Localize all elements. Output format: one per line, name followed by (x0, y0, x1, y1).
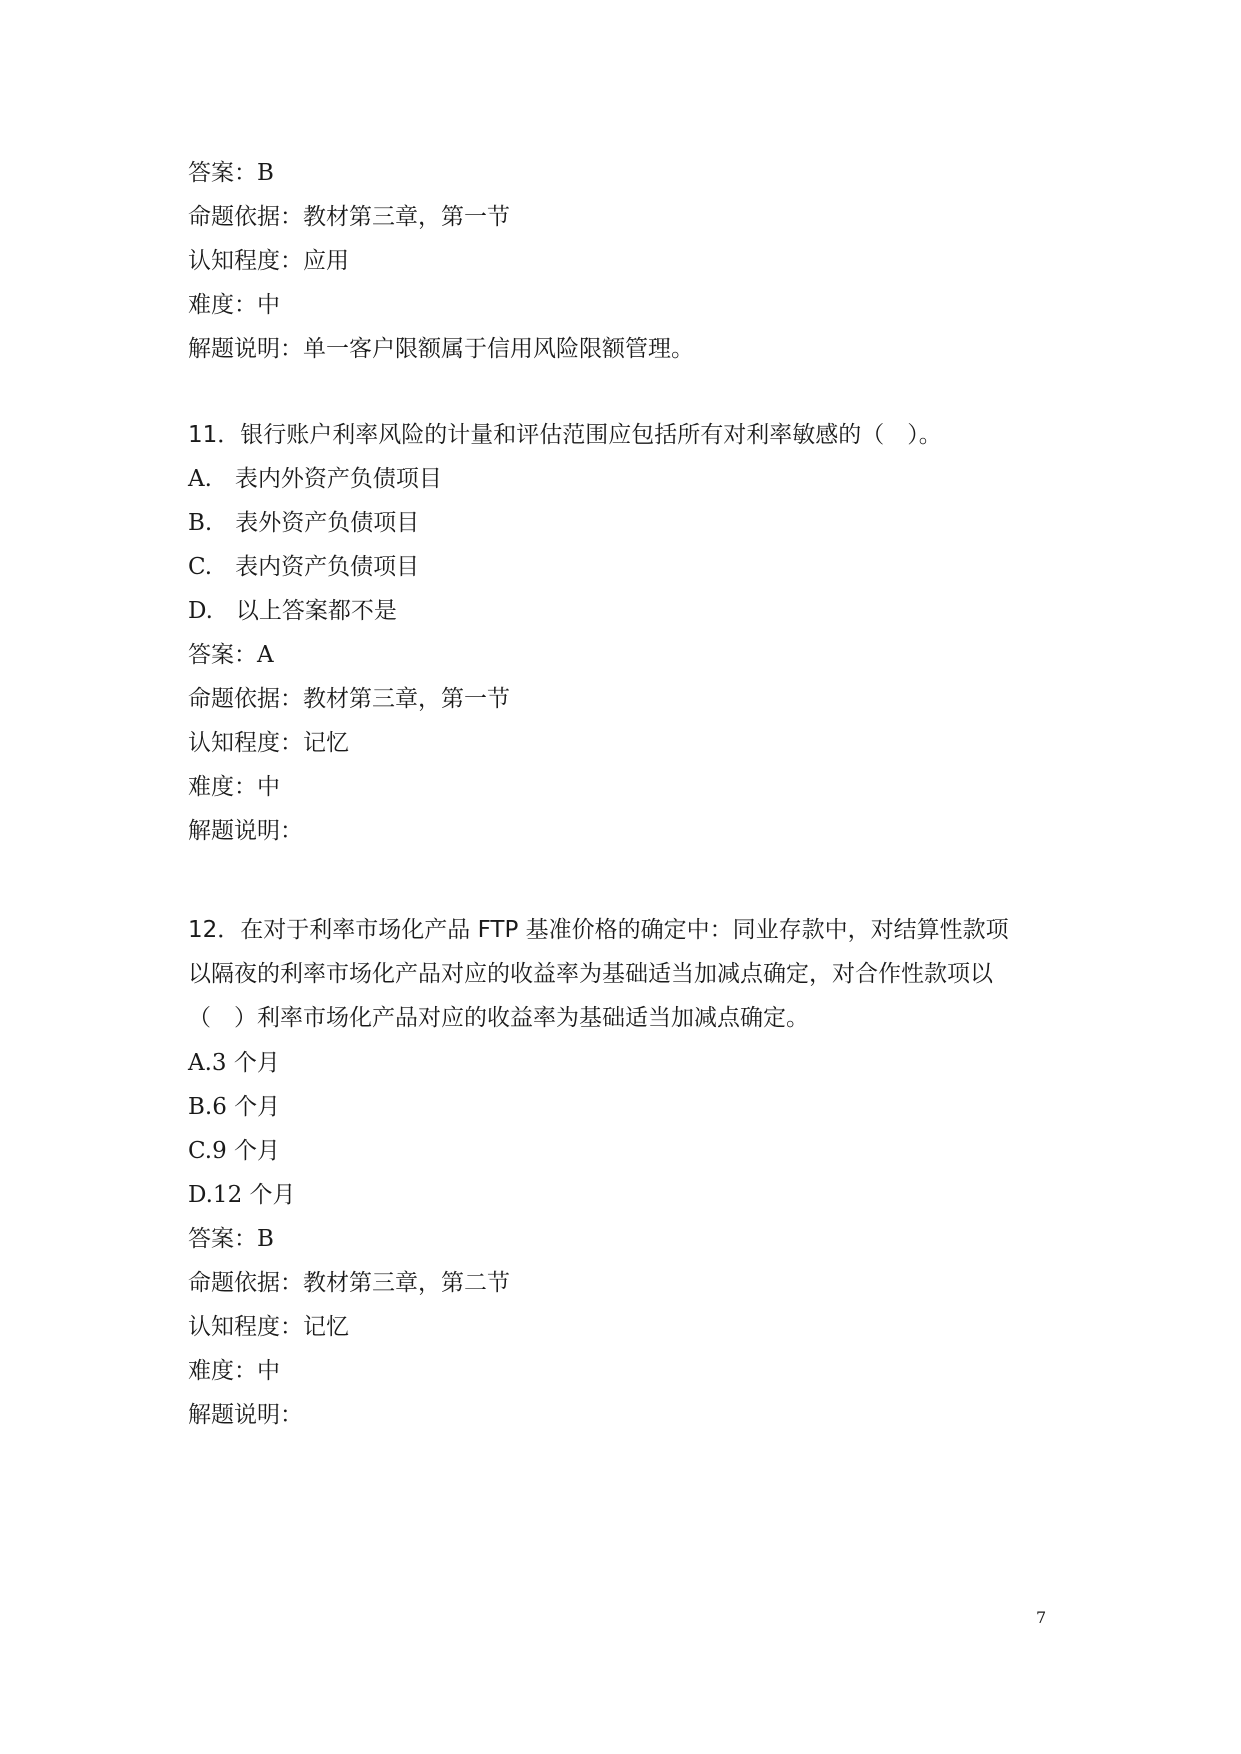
question-stem: 11．银行账户利率风险的计量和评估范围应包括所有对利率敏感的（ ）。 (188, 422, 942, 448)
question-stem-line-1: 12．在对于利率市场化产品 FTP 基准价格的确定中：同业存款中，对结算性款项 (188, 917, 1009, 943)
answer-line: 答案：A (188, 642, 274, 668)
question-stem-line-2: 以隔夜的利率市场化产品对应的收益率为基础适当加减点确定，对合作性款项以 (188, 961, 993, 987)
basis-line: 命题依据：教材第三章，第一节 (188, 204, 510, 230)
option-a: A.3 个月 (188, 1050, 280, 1076)
explanation-line: 解题说明： (188, 818, 303, 844)
cognition-line: 认知程度：记忆 (188, 1314, 349, 1340)
cognition-line: 认知程度：应用 (188, 248, 349, 274)
option-d: D. 以上答案都不是 (188, 598, 397, 624)
cognition-line: 认知程度：记忆 (188, 730, 349, 756)
difficulty-line: 难度：中 (188, 292, 280, 318)
page-number: 7 (1036, 1608, 1047, 1627)
answer-line: 答案：B (188, 160, 274, 186)
explanation-line: 解题说明：单一客户限额属于信用风险限额管理。 (188, 336, 694, 362)
option-d: D.12 个月 (188, 1182, 296, 1208)
option-b: B.6 个月 (188, 1094, 281, 1120)
basis-line: 命题依据：教材第三章，第一节 (188, 686, 510, 712)
difficulty-line: 难度：中 (188, 1358, 280, 1384)
option-a: A. 表内外资产负债项目 (188, 466, 442, 492)
difficulty-line: 难度：中 (188, 774, 280, 800)
explanation-line: 解题说明： (188, 1402, 303, 1428)
question-stem-line-3: （ ）利率市场化产品对应的收益率为基础适当加减点确定。 (188, 1005, 809, 1031)
option-c: C.9 个月 (188, 1138, 281, 1164)
answer-line: 答案：B (188, 1226, 274, 1252)
option-c: C. 表内资产负债项目 (188, 554, 420, 580)
basis-line: 命题依据：教材第三章，第二节 (188, 1270, 510, 1296)
option-b: B. 表外资产负债项目 (188, 510, 420, 536)
